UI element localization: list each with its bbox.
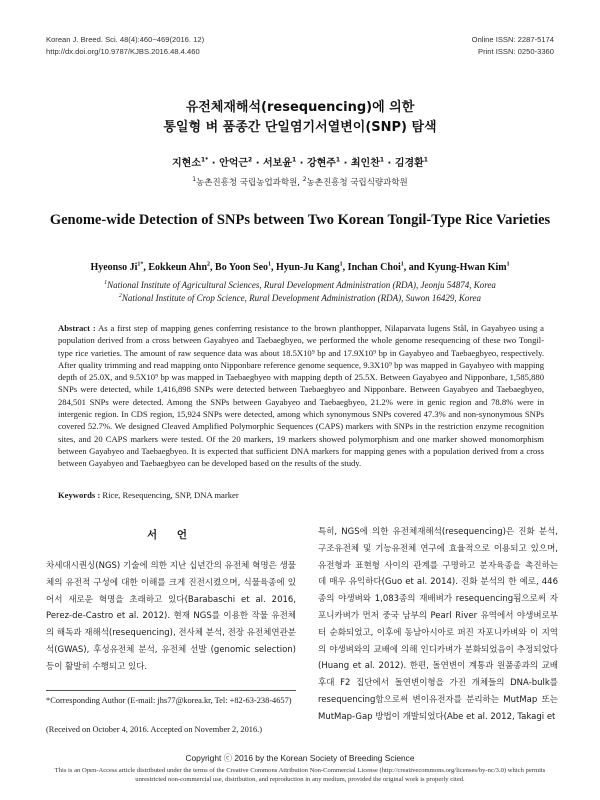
abstract (58, 322, 544, 470)
journal-header (46, 34, 204, 58)
keywords (58, 490, 239, 500)
footnote-divider (46, 690, 296, 691)
abstract-label: Abstract : (58, 323, 96, 333)
keywords-text: Rice, Resequencing, SNP, DNA marker (102, 490, 239, 500)
korean-affiliations: $^1$농촌진흥청 국립농업과학원, $^2$농촌진흥청 국립식량과학원 (192, 176, 408, 188)
journal-citation: Korean J. Breed. Sci. 48(4):460~469(2016. 12) (46, 35, 205, 44)
body-column-left: 차세대시퀀싱(NGS) 기술에 의한 지난 십년간의 유전체 혁명은 생물체의 유전적 구성에 대한 이해를 크게 진전시켰으며, 식물육종에 있어서 새로운 혁명을 초래하고 있다(Barabaschi et al. 2016, Perez-de-Castro et al. 2012). 현재 NGS를 이용한 작물 유전체의 해독과 재해석(resequencing), 전사체 분석, 전장 유전체연관분석(GWAS), 후성유전체 분석, 유전체 선발 (genomic selection) 등이 활발히 수행되고 있다. (46, 561, 296, 672)
korean-author: 김경환$^1$ (394, 156, 428, 169)
korean-author: 지현소$^{1*}$ (172, 156, 209, 169)
corresponding-author-note: *Corresponding Author (E-mail: jhs77@korea.kr, Tel: +82-63-238-4657) (46, 696, 292, 705)
korean-authors: 지현소$^{1*}$ · 안억근$^2$ · 서보윤$^1$ · 강현주$^1$ · 최인찬$^1$ · 김경환$^1$ (172, 156, 428, 169)
print-issn: Print ISSN: 0250-3360 (478, 47, 554, 56)
english-author: Hyeonso $Ji^{1*}$ (90, 261, 144, 273)
license-notice: This is an Open-Access article distributed under the terms of the Creative Commons Attribution Non-Commercial License (http://creativecommons.org/licenses/by-nc/3.0) which permits unrestricted non-commercial use, distribution, and reproduction in any medium, provided the original work is properly cited. (54, 767, 546, 783)
body-column-right: 특히, NGS에 의한 유전체재해석(resequencing)은 진화 분석, 구조유전체 및 기능유전체 연구에 효율적으로 이용되고 있으며, 유전형과 표현형 사이의 관계를 구명하고 분자육종을 촉진하는 데 매우 유익하다(Guo et al. 2014). 진화 분석의 한 예로, 446종의 야생벼와 1,083종의 재배벼가 resequencing됨으로써 자포니카벼가 먼저 중국 남부의 Pearl River 유역에서 야생벼로부터 순화되었고, 이후에 동남아시아로 퍼진 자포니카벼와 이 지역의 야생벼와의 교배에 의해 인디카벼가 분화되었음이 추정되었다(Huang et al. 2012). 한편, 돌연변이 계통과 원품종과의 교배 후대 F2 집단에서 돌연변이형을 가진 개체들의 DNA-bulk를 resequencing함으로써 변이유전자를 분리하는 MutMap 또는 MutMap-Gap 방법이 개발되었다(Abe et al. 2012, Takagi et (318, 527, 558, 722)
korean-title (0, 98, 600, 138)
online-issn: Online ISSN: 2287-5174 (471, 35, 554, 44)
english-affiliation-2: $^2$National Institute of Crop Science, Rural Development Administration (RDA), Suwon 16429, Korea (118, 293, 482, 303)
english-author: Hyun-Ju Kang$^1$ (276, 261, 343, 273)
korean-title-line1: 유전체재해석(resequencing)에 의한 (185, 100, 415, 115)
english-author: Eokkeun Ahn$^2$ (148, 261, 211, 273)
copyright-notice: Copyright ⓒ 2016 by the Korean Society of Breeding Science (185, 753, 415, 763)
issn-header (472, 34, 554, 58)
korean-author: 서보윤$^1$ (263, 156, 297, 169)
korean-author: 안억근$^2$ (219, 156, 253, 169)
received-date-note: (Received on October 4, 2016. Accepted on November 2, 2016.) (46, 725, 263, 734)
english-author: Kyung-Hwan Kim$^1$ (427, 261, 510, 273)
english-author: Inchan Choi$^1$ (347, 261, 404, 273)
section-heading-introduction: 서 언 (147, 529, 195, 541)
korean-title-line2: 통일형 벼 품종간 단일염기서열변이(SNP) 탐색 (163, 120, 437, 135)
english-affiliation-1: $^1$National Institute of Agricultural Sciences, Rural Development Administration (RDA), Jeonju 54874, Korea (104, 280, 496, 290)
english-title: Genome-wide Detection of SNPs between Two Korean Tongil-Type Rice Varieties (49, 212, 551, 228)
keywords-label: Keywords : (58, 490, 101, 500)
english-author: Bo Yoon Seo$^1$ (215, 261, 272, 273)
abstract-text: As a first step of mapping genes conferring resistance to the brown planthopper, Nilaparvata lugens Stål, in Gayabyeo using a population derived from a cross between Gayabyeo and Taebaegbyeo, we performed the whole genome resequencing of these two Tongil-type rice varieties. The amount of raw sequence data was about 18.5X10⁹ bp and 17.9X10⁹ bp in Gayabyeo and Taebaegbyeo, respectively. After quality trimming and read mapping onto Nipponbare reference genome sequence, 9.3X10⁹ bp was mapped in Gayabyeo with mapping depth of 25.0X, and 9.5X10⁹ bp was mapped in Taebaegbyeo with mapping depth of 25.5X. Between Gayabyeo and Nipponbare, 1,585,880 SNPs were detected, while 1,416,898 SNPs were detected between Taebaegbyeo and Nipponbare. Between Gayabyeo and Taebaegbyeo, 284,501 SNPs were detected. Among the SNPs between Gayabyeo and Taebaegbyeo, 21.2% were in genic region and 78.8% were in intergenic region. In CDS region, 15,924 SNPs were detected, among which synonymous SNPs covered 47.3% and non-synonymous SNPs covered 52.7%. We designed Cleaved Amplified Polymorphic Sequences (CAPS) markers with SNPs in the restriction enzyme recognition sites, and 20 CAPS markers were tested. Of the 20 markers, 19 markers showed polymorphism and one marker showed monomorphism between Gayabyeo and Taebaegbyeo. It is expected that sufficient DNA markers for mapping genes with a population derived from a cross between Gayabyeo and Taebaegbyeo can be developed based on the results of the study. (58, 323, 544, 469)
doi-link[interactable]: http://dx.doi.org/10.9787/KJBS.2016.48.4.460 (46, 47, 200, 56)
korean-author: 강현주$^1$ (306, 156, 341, 169)
korean-author: 최인찬$^1$ (350, 156, 385, 169)
english-authors: Hyeonso $Ji^{1*}$, Eokkeun Ahn$^2$, Bo Yoon Seo$^1$, Hyun-Ju Kang$^1$, Inchan Choi$^1$, and Kyung-Hwan Kim$^1$ (90, 261, 510, 273)
